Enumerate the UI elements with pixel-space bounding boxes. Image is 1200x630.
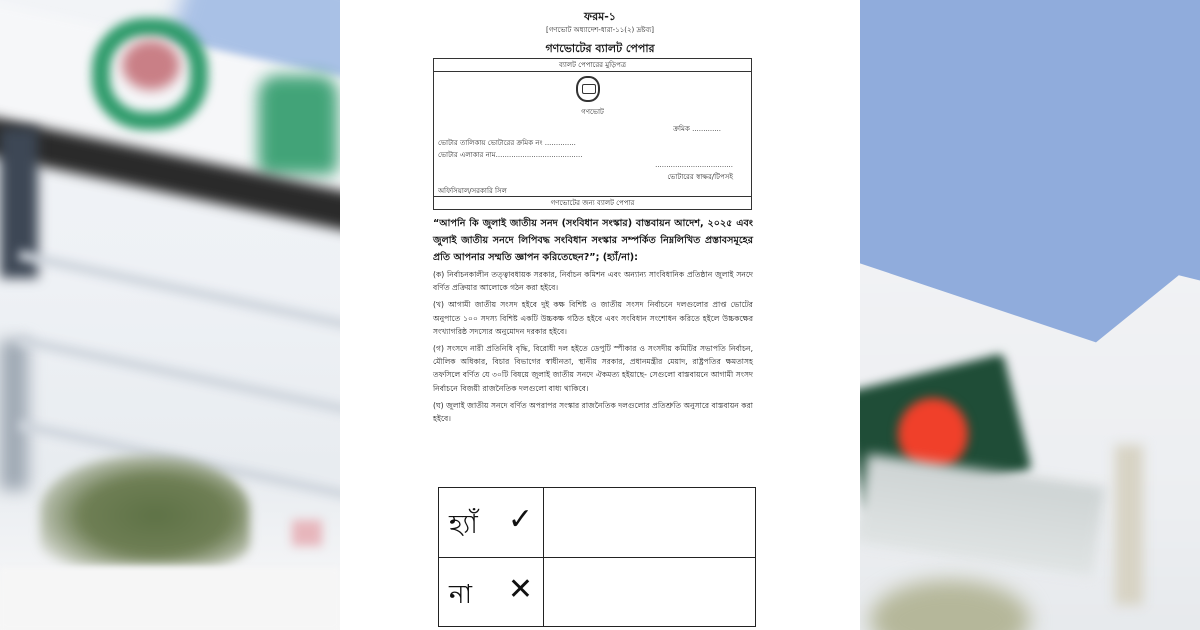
no-vote-box[interactable] — [544, 558, 755, 626]
government-seal-icon — [576, 76, 600, 102]
clause-kha: (খ) আগামী জাতীয় সংসদ হইবে দুই কক্ষ বিশিষ্ট ও জাতীয় সংসদ নির্বাচনে দলগুলোর প্রাপ্ত ভোটের অনুপাতে ১০০ সদস্য বিশিষ্ট একটি উচ্চকক্ষ গঠিত হইবে এবং সংবিধান সংশোধন করিতে হইলে উচ্চকক্ষের সংখ্যাগরিষ্ঠ সদস্যের অনুমোদন দরকার হইবে। — [433, 300, 753, 336]
counterfoil-header: ব্যালট পেপারের মুড়িপত্র — [434, 59, 751, 72]
clause-ga: (গ) সংসদে নারী প্রতিনিধি বৃদ্ধি, বিরোধী দল হইতে ডেপুটি স্পীকার ও সংসদীয় কমিটির সভাপতি নির্বাচন, মৌলিক অধিকার, বিচার বিভাগের স্বাধীনতা, স্থানীয় সরকার, প্রধানমন্ত্রীর মেয়াদ, রাষ্ট্রপতির ক্ষমতাসহ তফসিলে বর্ণিত যে ৩০টি বিষয়ে জুলাই জাতীয় সনদে ঐকমত্য হইয়াছে- সেগুলো বাস্তবায়নে আগামী সংসদ নির্বাচনে বিজয়ী রাজনৈতিক দলগুলো বাধ্য থাকিবে। — [433, 344, 753, 393]
clause-gha: (ঘ) জুলাই জাতীয় সনদে বর্ণিত অপরাপর সংস্কার রাজনৈতিক দলগুলোর প্রতিশ্রুতি অনুসারে বাস্তবায়ন করা হইবে। — [433, 400, 753, 424]
yes-label: হ্যাঁ — [449, 510, 478, 540]
no-label: না — [449, 580, 473, 610]
building-pillar — [1115, 445, 1143, 605]
document-title: গণভোটের ব্যালট পেপার — [545, 42, 655, 55]
voter-serial-field: ভোটার তালিকায় ভোটারের ক্রমিক নং .............. — [438, 139, 576, 147]
official-seal-label: অফিসিয়াল/সরকারি সিল — [438, 187, 507, 195]
building-sign-letter — [258, 75, 338, 175]
clause-ka: (ক) নির্বাচনকালীন তত্ত্বাবধায়ক সরকার, নির্বাচন কমিশন এবং অন্যান্য সাংবিধানিক প্রতিষ্ঠান জুলাই সনদে বর্ণিত প্রক্রিয়ার আলোকে গঠন করা হইবে। — [433, 270, 753, 293]
seal-label: গণভোট — [581, 108, 604, 116]
referendum-question: “আপনি কি জুলাই জাতীয় সনদ (সংবিধান সংস্কার) বাস্তবায়ন আদেশ, ২০২৫ এবং জুলাই জাতীয় সনদে লিপিবদ্ধ সংবিধান সংস্কার সম্পর্কিত নিম্নলিখিত প্রস্তাবসমূহের প্রতি আপনার সম্মতি জ্ঞাপন করিতেছেন?”; (হ্যাঁ/না): — [433, 218, 753, 263]
ballot-paper-document — [340, 0, 860, 630]
yes-option-cell — [439, 488, 544, 558]
form-number: ফরম-১ — [584, 10, 616, 23]
ballot-choice-table — [438, 487, 756, 627]
cross-icon: ✕ — [507, 572, 533, 607]
building-window — [0, 340, 28, 490]
serial-field: ক্রমিক ............. — [673, 125, 721, 133]
no-option-cell — [439, 558, 544, 626]
signature-label: ভোটারের স্বাক্ষর/টিপসই — [667, 173, 733, 181]
background-object — [292, 520, 322, 546]
emblem-center — [122, 40, 180, 90]
background-left-photo — [0, 0, 340, 630]
counterfoil-box — [433, 58, 752, 210]
check-icon: ✓ — [507, 502, 533, 537]
counterfoil-footer: গণভোটের জন্য ব্যালট পেপার — [434, 196, 751, 209]
voter-area-field: ভোটার এলাকার নাম....................................... — [438, 151, 583, 159]
proposal-clauses — [433, 268, 753, 429]
signature-line: ................................... — [655, 161, 733, 169]
facade-band — [18, 250, 340, 343]
yes-vote-box[interactable] — [544, 488, 755, 558]
facade-band — [18, 335, 340, 428]
ground — [0, 568, 340, 630]
background-right-photo — [860, 0, 1200, 630]
form-reference: [গণভোট অধ্যাদেশ-ধারা-১১(২) দ্রষ্টব্য] — [545, 26, 655, 34]
tree — [40, 455, 250, 565]
